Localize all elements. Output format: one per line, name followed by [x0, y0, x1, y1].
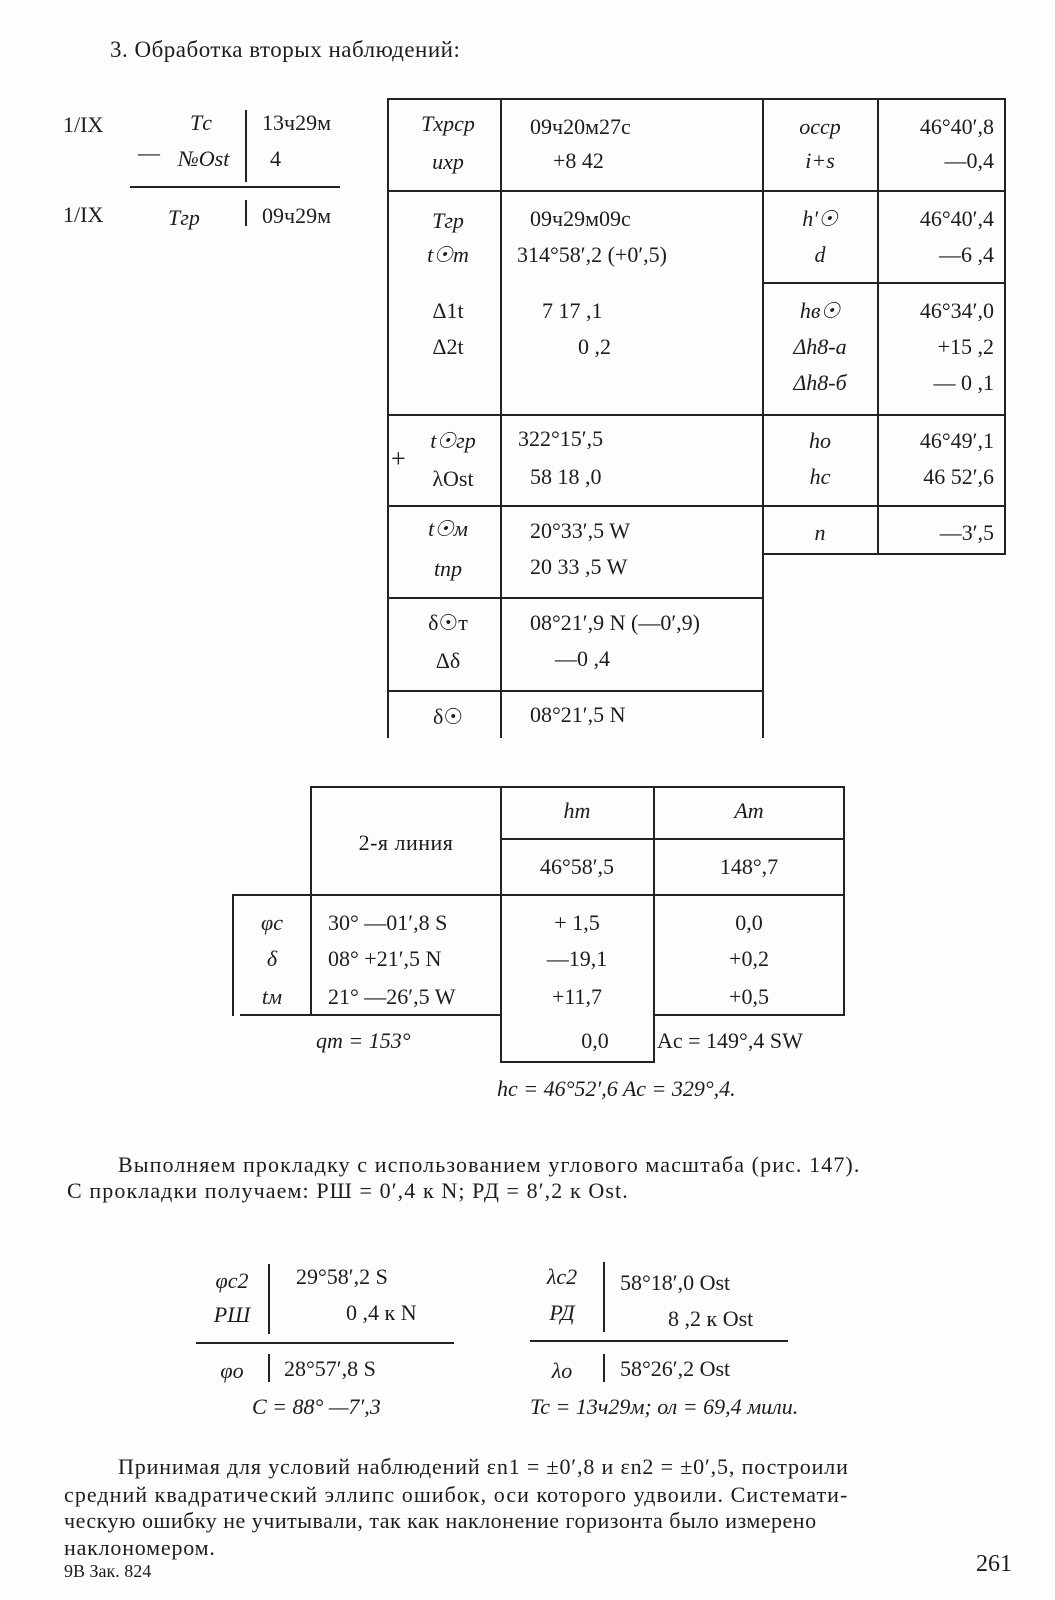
page-number: 261 — [976, 1551, 1012, 1577]
q-value: qт = 153° — [316, 1028, 411, 1053]
line-table-right — [843, 786, 845, 1016]
cell-value: 46°34′,0 — [919, 298, 994, 323]
cell-label: h′☉ — [802, 206, 838, 231]
row-label: φc — [261, 910, 283, 935]
time-calc-vline-2 — [245, 200, 247, 226]
paragraph-line: Принимая для условий наблюдений εn1 = ±0′,8 и εn2 = ±0′,5, построили — [118, 1454, 849, 1479]
cell-value: 46°40′,8 — [919, 114, 994, 139]
greenwich-time-label: Tгр — [168, 205, 200, 230]
base-value: 46°58′,5 — [539, 854, 615, 879]
main-table-vline-3 — [877, 98, 879, 555]
zone-value: 4 — [270, 146, 281, 171]
row-value: 30° —01′,8 S — [328, 910, 448, 935]
h-correction: +11,7 — [551, 984, 603, 1009]
line-table-vline — [232, 894, 234, 1016]
cell-value: 20 33 ,5 W — [530, 554, 628, 579]
cell-label: λOst — [432, 466, 474, 491]
a-correction: +0,5 — [729, 984, 769, 1009]
cell-value: 08°21′,9 N (—0′,9) — [530, 610, 700, 635]
printer-signature: 9В Зак. 824 — [64, 1561, 152, 1581]
main-table-hline — [387, 690, 764, 692]
date-label: 1/IX — [63, 112, 104, 137]
cell-value: —6 ,4 — [939, 242, 994, 267]
paragraph-line: наклономером. — [64, 1535, 216, 1560]
main-table-vline-1 — [500, 98, 502, 738]
line-table-hline — [500, 838, 844, 840]
time-distance-line: Tc = 13ч29м; ол = 69,4 мили. — [530, 1394, 799, 1419]
coord-vline — [268, 1354, 270, 1382]
cell-value: 46 52′,6 — [923, 464, 994, 489]
cell-label: d — [814, 242, 826, 267]
line-table-hline — [500, 1061, 655, 1063]
cell-label: ocср — [799, 114, 841, 139]
line-result: hc = 46°52′,6 Ac = 329°,4. — [497, 1076, 736, 1101]
cell-value: 7 17 ,1 — [542, 298, 603, 323]
line-table-hline — [240, 1014, 502, 1016]
paragraph-line: ческую ошибку не учитывали, так как наклонение горизонта было измерено — [64, 1508, 817, 1533]
coord-value: 0 ,4 к N — [346, 1300, 417, 1325]
main-table-hline — [387, 414, 1005, 416]
ship-time-value: 13ч29м — [262, 110, 331, 135]
cell-label: t☉м — [428, 516, 468, 541]
column-header: hт — [563, 798, 591, 823]
row-value: 21° —26′,5 W — [328, 984, 456, 1009]
column-header: Aт — [734, 798, 764, 823]
main-table-right — [1004, 98, 1006, 555]
main-table-vline-2 — [762, 98, 764, 738]
cell-label: Tгр — [432, 208, 464, 233]
line-table-hline — [232, 894, 844, 896]
h-correction: —19,1 — [546, 946, 608, 971]
line-title: 2-я линия — [358, 830, 454, 855]
cell-value: 09ч20м27с — [530, 114, 631, 139]
cell-value: —0,4 — [944, 148, 994, 173]
paragraph-line: Выполняем прокладку с использованием углового масштаба (рис. 147). — [118, 1152, 861, 1177]
cell-label: t☉т — [427, 242, 469, 267]
plus-sign: + — [391, 444, 406, 473]
cell-label: hв☉ — [799, 298, 841, 323]
main-table-left — [387, 98, 389, 738]
cell-label: Δ1t — [432, 298, 464, 323]
greenwich-time-value: 09ч29м — [262, 203, 331, 228]
paragraph-line: средний квадратический эллипс ошибок, оси которого удвоили. Системати- — [64, 1482, 849, 1507]
coord-value: 28°57′,8 S — [284, 1356, 376, 1381]
a-correction: +0,2 — [729, 946, 769, 971]
cell-value: — 0 ,1 — [933, 370, 994, 395]
cell-value: 08°21′,5 N — [530, 702, 626, 727]
cell-value: —0 ,4 — [555, 646, 610, 671]
main-table-hline — [762, 553, 1005, 555]
cell-label: Tхрср — [421, 111, 475, 136]
cell-label: δ☉т — [428, 610, 468, 635]
coord-value: 8 ,2 к Ost — [668, 1306, 754, 1331]
coord-label: φc2 — [215, 1268, 249, 1293]
main-table-hline — [387, 505, 1005, 507]
cell-value: 20°33′,5 W — [530, 518, 630, 543]
row-value: 08° +21′,5 N — [328, 946, 442, 971]
main-table-hline — [762, 282, 1005, 284]
coord-hline — [196, 1342, 454, 1344]
cell-label: i+s — [805, 148, 835, 173]
coord-vline — [268, 1264, 270, 1334]
coord-label: РД — [549, 1300, 575, 1325]
cell-value: +15 ,2 — [937, 334, 994, 359]
row-label: δ — [266, 946, 278, 971]
section-heading: 3. Обработка вторых наблюдений: — [110, 37, 461, 62]
main-table-hline — [387, 190, 1005, 192]
a-total: Ac = 149°,4 SW — [657, 1028, 803, 1053]
cell-value: 0 ,2 — [578, 334, 611, 359]
h-correction: + 1,5 — [554, 910, 600, 935]
cell-value: —3′,5 — [939, 520, 994, 545]
row-label: tм — [261, 984, 283, 1009]
cell-label: Δh8-б — [793, 370, 847, 395]
coord-hline — [530, 1340, 788, 1342]
h-total: 0,0 — [581, 1028, 609, 1053]
course-line: C = 88° —7′,3 — [252, 1394, 381, 1419]
cell-value: 314°58′,2 (+0′,5) — [517, 242, 667, 267]
cell-label: tпр — [433, 556, 463, 581]
cell-label: Δh8-а — [793, 334, 847, 359]
cell-label: Δδ — [435, 648, 461, 673]
line-table-vline — [310, 786, 312, 1016]
cell-value: 46°49′,1 — [919, 428, 994, 453]
coord-label: λo — [551, 1358, 573, 1383]
main-table-top — [387, 98, 1005, 100]
coord-value: 58°26′,2 Ost — [620, 1356, 731, 1381]
coord-label: РШ — [213, 1302, 251, 1327]
ship-time-label: Tс — [190, 110, 212, 135]
cell-label: uхр — [432, 149, 464, 174]
coord-label: φo — [220, 1358, 244, 1383]
cell-value: +8 42 — [553, 148, 604, 173]
cell-label: hc — [809, 464, 831, 489]
time-calc-vline-1 — [245, 110, 247, 182]
time-calc-hline — [130, 186, 340, 188]
coord-vline — [603, 1354, 605, 1382]
cell-value: 09ч29м09с — [530, 206, 631, 231]
base-value: 148°,7 — [719, 854, 779, 879]
cell-value: 46°40′,4 — [919, 206, 994, 231]
coord-value: 29°58′,2 S — [296, 1264, 388, 1289]
cell-label: ho — [809, 428, 831, 453]
cell-value: 322°15′,5 — [518, 426, 604, 451]
a-correction: 0,0 — [735, 910, 763, 935]
line-table-hline — [653, 1014, 844, 1016]
cell-label: n — [814, 520, 826, 545]
coord-value: 58°18′,0 Ost — [620, 1270, 731, 1295]
paragraph-line: С прокладки получаем: РШ = 0′,4 к N; РД = 8′,2 к Ost. — [67, 1178, 629, 1203]
zone-label: №Ost — [178, 146, 230, 171]
cell-value: 58 18 ,0 — [530, 464, 602, 489]
line-table-top — [310, 786, 844, 788]
cell-label: Δ2t — [432, 334, 464, 359]
main-table-hline — [387, 597, 764, 599]
date-label: 1/IX — [63, 202, 104, 227]
cell-label: t☉гр — [430, 428, 476, 453]
cell-label: δ☉ — [432, 704, 464, 729]
minus-sign: — — [138, 140, 160, 165]
coord-label: λc2 — [546, 1264, 578, 1289]
coord-vline — [603, 1262, 605, 1332]
